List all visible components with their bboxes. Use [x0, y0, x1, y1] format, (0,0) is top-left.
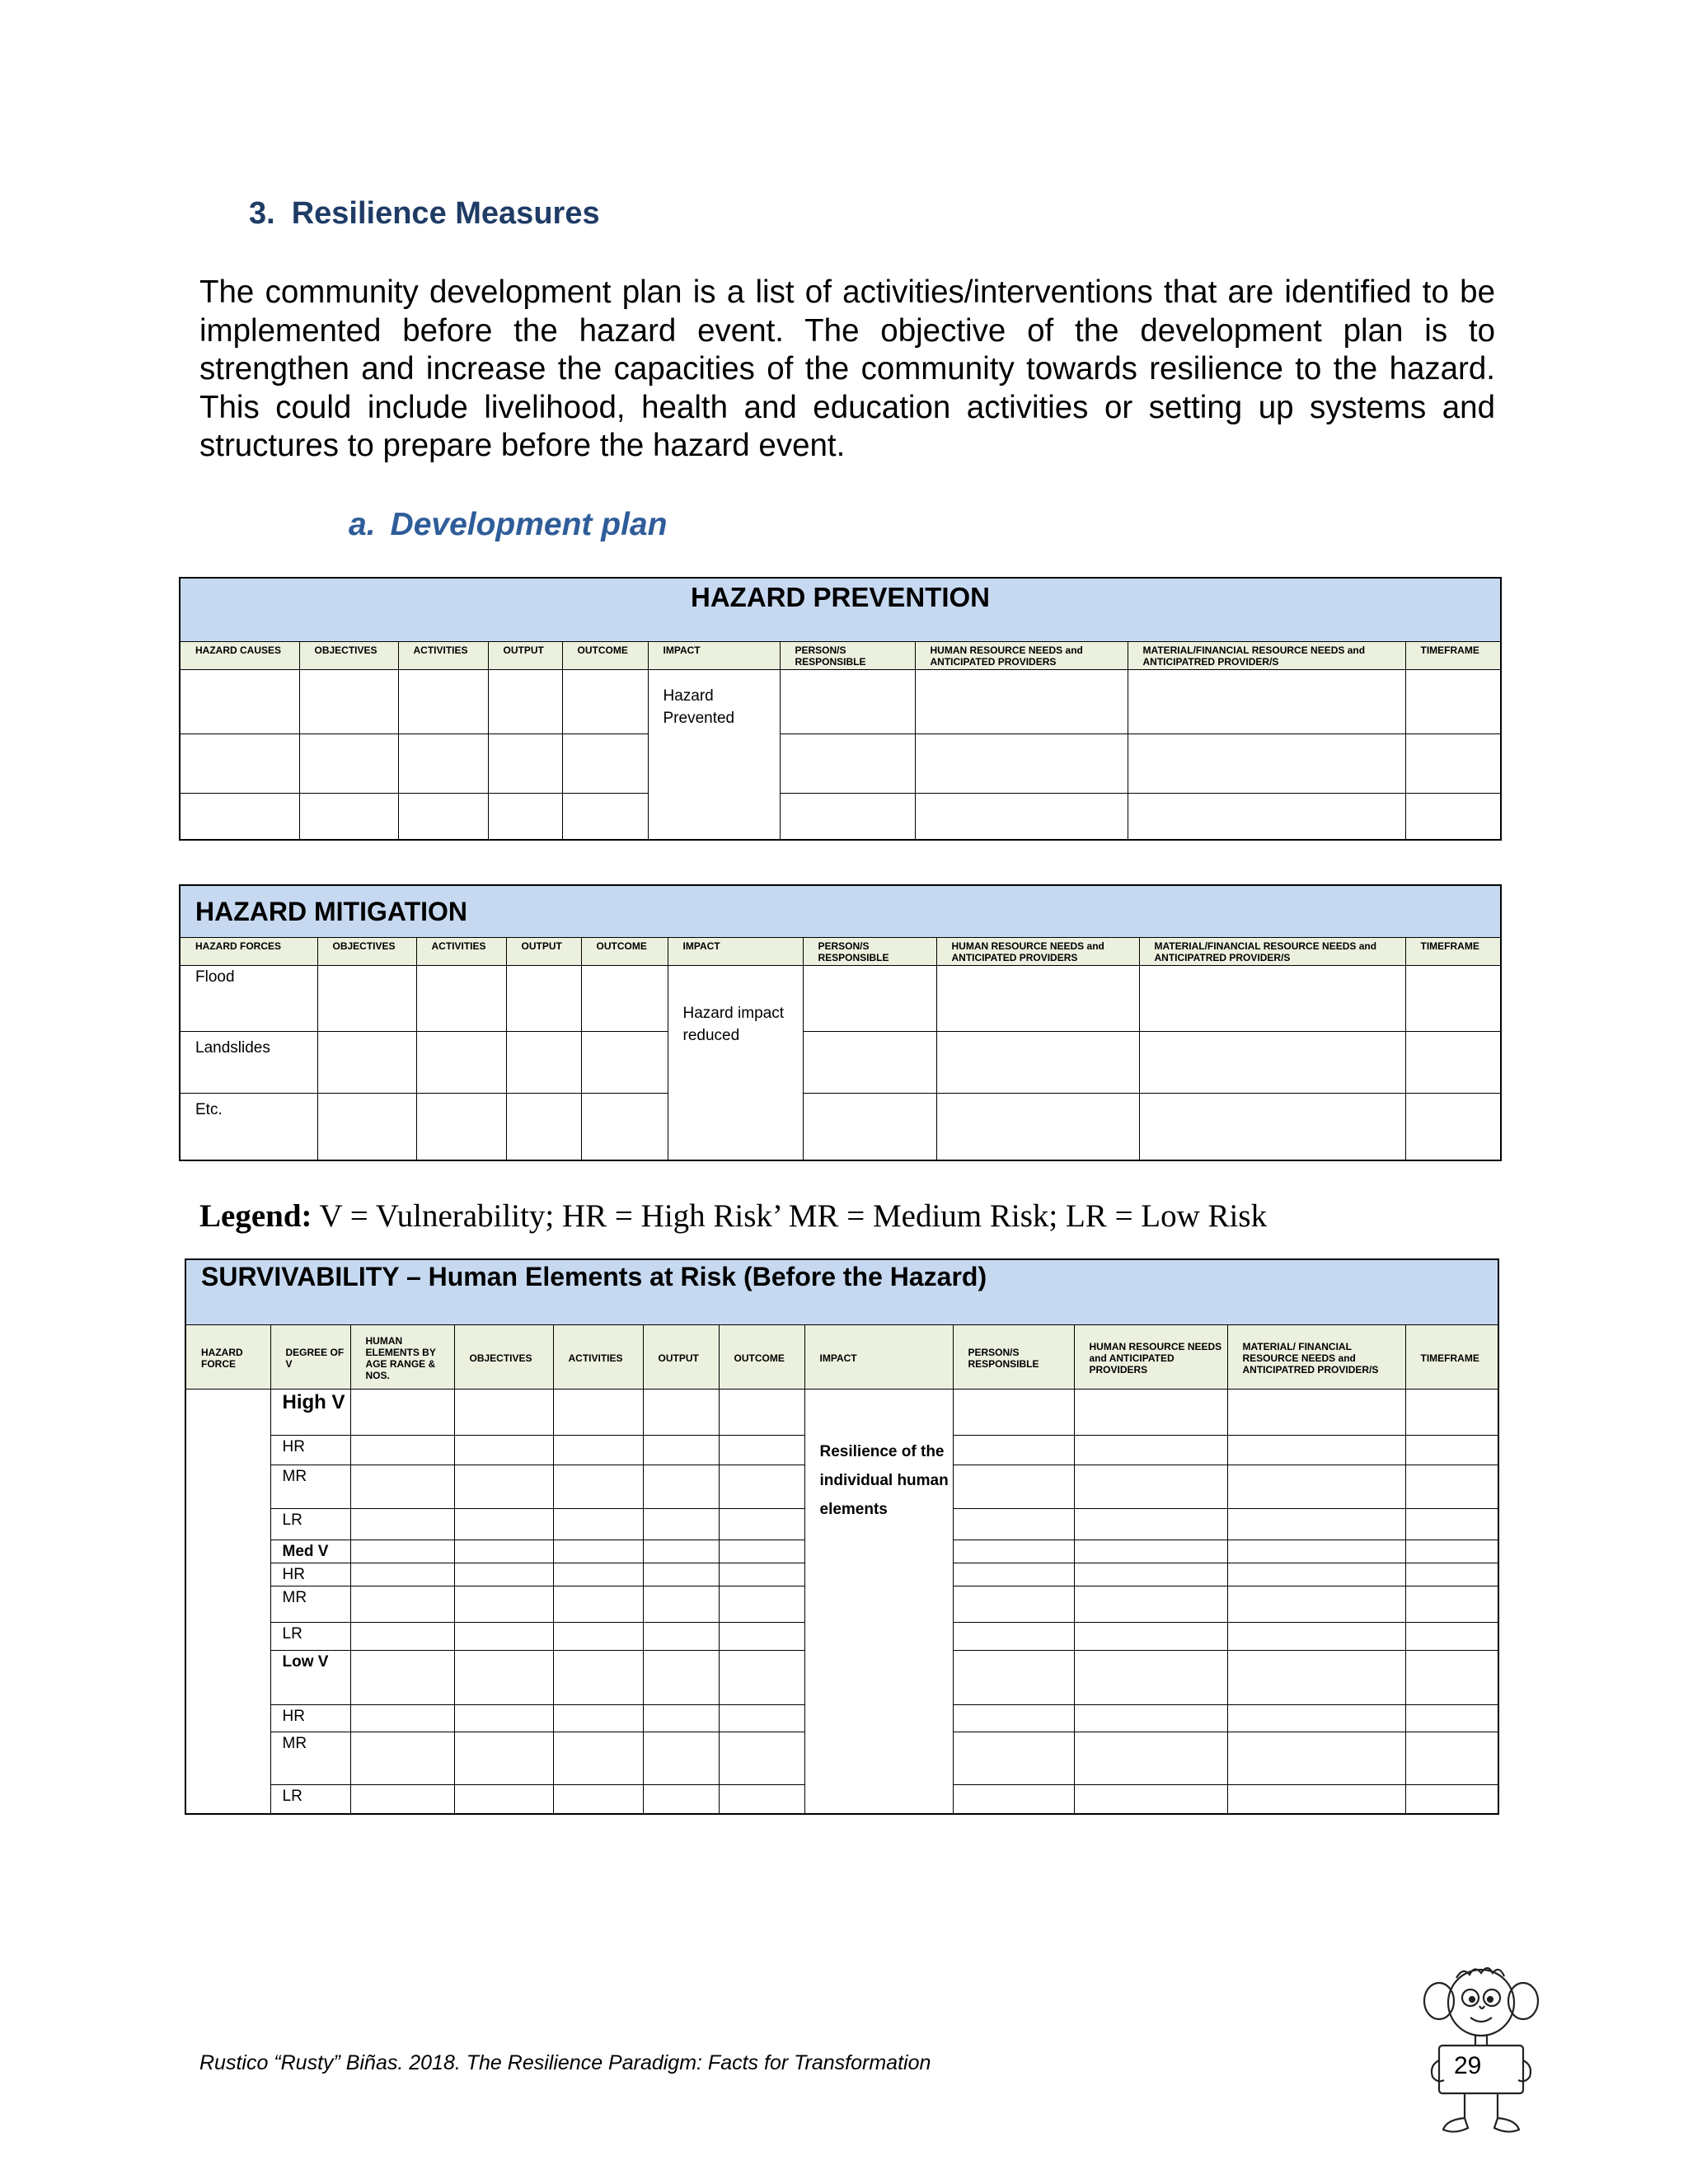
mitigation-header-output: OUTPUT — [506, 937, 581, 965]
prevention-header-output: OUTPUT — [488, 641, 562, 669]
hazard-prevention-table — [179, 577, 1502, 841]
prevention-header-impact: IMPACT — [648, 641, 780, 669]
degree-mr: MR — [270, 1586, 350, 1622]
subsection-title: Development plan — [390, 507, 668, 542]
mitigation-header-material-resource: MATERIAL/FINANCIAL RESOURCE NEEDS and ANTICIPATRED PROVIDER/S — [1139, 937, 1405, 965]
mitigation-header-timeframe: TIMEFRAME — [1405, 937, 1501, 965]
degree-mr: MR — [270, 1465, 350, 1508]
prevention-header-human-resource: HUMAN RESOURCE NEEDS and ANTICIPATED PROVIDERS — [915, 641, 1128, 669]
mitigation-header-persons: PERSON/S RESPONSIBLE — [803, 937, 936, 965]
degree-med-v: Med V — [270, 1540, 350, 1563]
survivability-table — [185, 1258, 1499, 1815]
degree-hr: HR — [270, 1435, 350, 1465]
degree-mr: MR — [270, 1732, 350, 1784]
degree-lr: LR — [270, 1784, 350, 1814]
mitigation-header-objectives: OBJECTIVES — [317, 937, 416, 965]
surv-header-degree: DEGREE OF V — [270, 1324, 350, 1389]
subsection-heading — [349, 507, 667, 543]
legend — [199, 1197, 1267, 1235]
table-row — [180, 669, 1501, 733]
survivability-title: SURVIVABILITY – Human Elements at Risk (Before the Hazard) — [185, 1259, 1498, 1324]
degree-high-v: High V — [270, 1389, 350, 1435]
mitigation-header-impact: IMPACT — [668, 937, 803, 965]
mitigation-title: HAZARD MITIGATION — [180, 885, 1501, 937]
mitigation-header-outcome: OUTCOME — [581, 937, 668, 965]
page-number: 29 — [1454, 2052, 1482, 2079]
prevention-header-objectives: OBJECTIVES — [299, 641, 398, 669]
surv-header-human-resource: HUMAN RESOURCE NEEDS and ANTICIPATED PROVIDERS — [1074, 1324, 1227, 1389]
prevention-impact: Hazard Prevented — [648, 669, 780, 840]
legend-text: V = Vulnerability; HR = High Risk’ MR = Medium Risk; LR = Low Risk — [312, 1198, 1268, 1234]
mitigation-force-etc: Etc. — [180, 1093, 317, 1160]
degree-low-v: Low V — [270, 1650, 350, 1704]
surv-header-output: OUTPUT — [643, 1324, 719, 1389]
degree-hr: HR — [270, 1704, 350, 1732]
table-row — [180, 965, 1501, 1031]
prevention-header-outcome: OUTCOME — [562, 641, 648, 669]
section-title: Resilience Measures — [291, 196, 600, 231]
mitigation-impact: Hazard impact reduced — [668, 965, 803, 1160]
mitigation-force-flood: Flood — [180, 965, 317, 1031]
prevention-header-timeframe: TIMEFRAME — [1405, 641, 1501, 669]
intro-paragraph: The community development plan is a list of activities/interventions that are identified to be implemented before the hazard event. The objective of the development plan is to strengthen and increase the capacities of the community towards resilience to the hazard. This could include livelihood, health and education activities or setting up systems and structures to prepare before the hazard event. — [199, 274, 1495, 463]
footer-citation: Rustico “Rusty” Biñas. 2018. The Resilience Paradigm: Facts for Transformation — [199, 2051, 931, 2074]
surv-hazard-force-cell — [185, 1389, 270, 1814]
prevention-title: HAZARD PREVENTION — [180, 578, 1501, 641]
surv-header-activities: ACTIVITIES — [553, 1324, 643, 1389]
table-row — [185, 1389, 1498, 1435]
table-row — [180, 733, 1501, 793]
degree-hr: HR — [270, 1563, 350, 1586]
legend-label: Legend: — [199, 1198, 312, 1234]
surv-header-timeframe: TIMEFRAME — [1405, 1324, 1498, 1389]
surv-header-material-resource: MATERIAL/ FINANCIAL RESOURCE NEEDS and ANTICIPATRED PROVIDER/S — [1227, 1324, 1405, 1389]
table-row — [180, 1093, 1501, 1160]
section-number: 3. — [249, 196, 275, 231]
mitigation-header-human-resource: HUMAN RESOURCE NEEDS and ANTICIPATED PROVIDERS — [936, 937, 1139, 965]
surv-header-persons: PERSON/S RESPONSIBLE — [953, 1324, 1074, 1389]
surv-header-human-elements: HUMAN ELEMENTS BY AGE RANGE & NOS. — [350, 1324, 454, 1389]
surv-header-objectives: OBJECTIVES — [454, 1324, 553, 1389]
mitigation-header-hazard-forces: HAZARD FORCES — [180, 937, 317, 965]
table-row — [180, 1031, 1501, 1093]
surv-header-impact: IMPACT — [804, 1324, 953, 1389]
table-row — [180, 793, 1501, 840]
surv-header-hazard-force: HAZARD FORCE — [185, 1324, 270, 1389]
section-heading — [249, 196, 600, 232]
prevention-header-persons: PERSON/S RESPONSIBLE — [780, 641, 915, 669]
mitigation-header-activities: ACTIVITIES — [416, 937, 506, 965]
degree-lr: LR — [270, 1508, 350, 1540]
survivability-impact: Resilience of the individual human elements — [804, 1389, 953, 1814]
subsection-letter: a. — [349, 507, 376, 542]
prevention-header-hazard-causes: HAZARD CAUSES — [180, 641, 299, 669]
degree-lr: LR — [270, 1622, 350, 1650]
mitigation-force-landslides: Landslides — [180, 1031, 317, 1093]
hazard-mitigation-table — [179, 884, 1502, 1161]
prevention-header-material-resource: MATERIAL/FINANCIAL RESOURCE NEEDS and ANTICIPATRED PROVIDER/S — [1128, 641, 1405, 669]
prevention-header-activities: ACTIVITIES — [398, 641, 488, 669]
surv-header-outcome: OUTCOME — [719, 1324, 804, 1389]
